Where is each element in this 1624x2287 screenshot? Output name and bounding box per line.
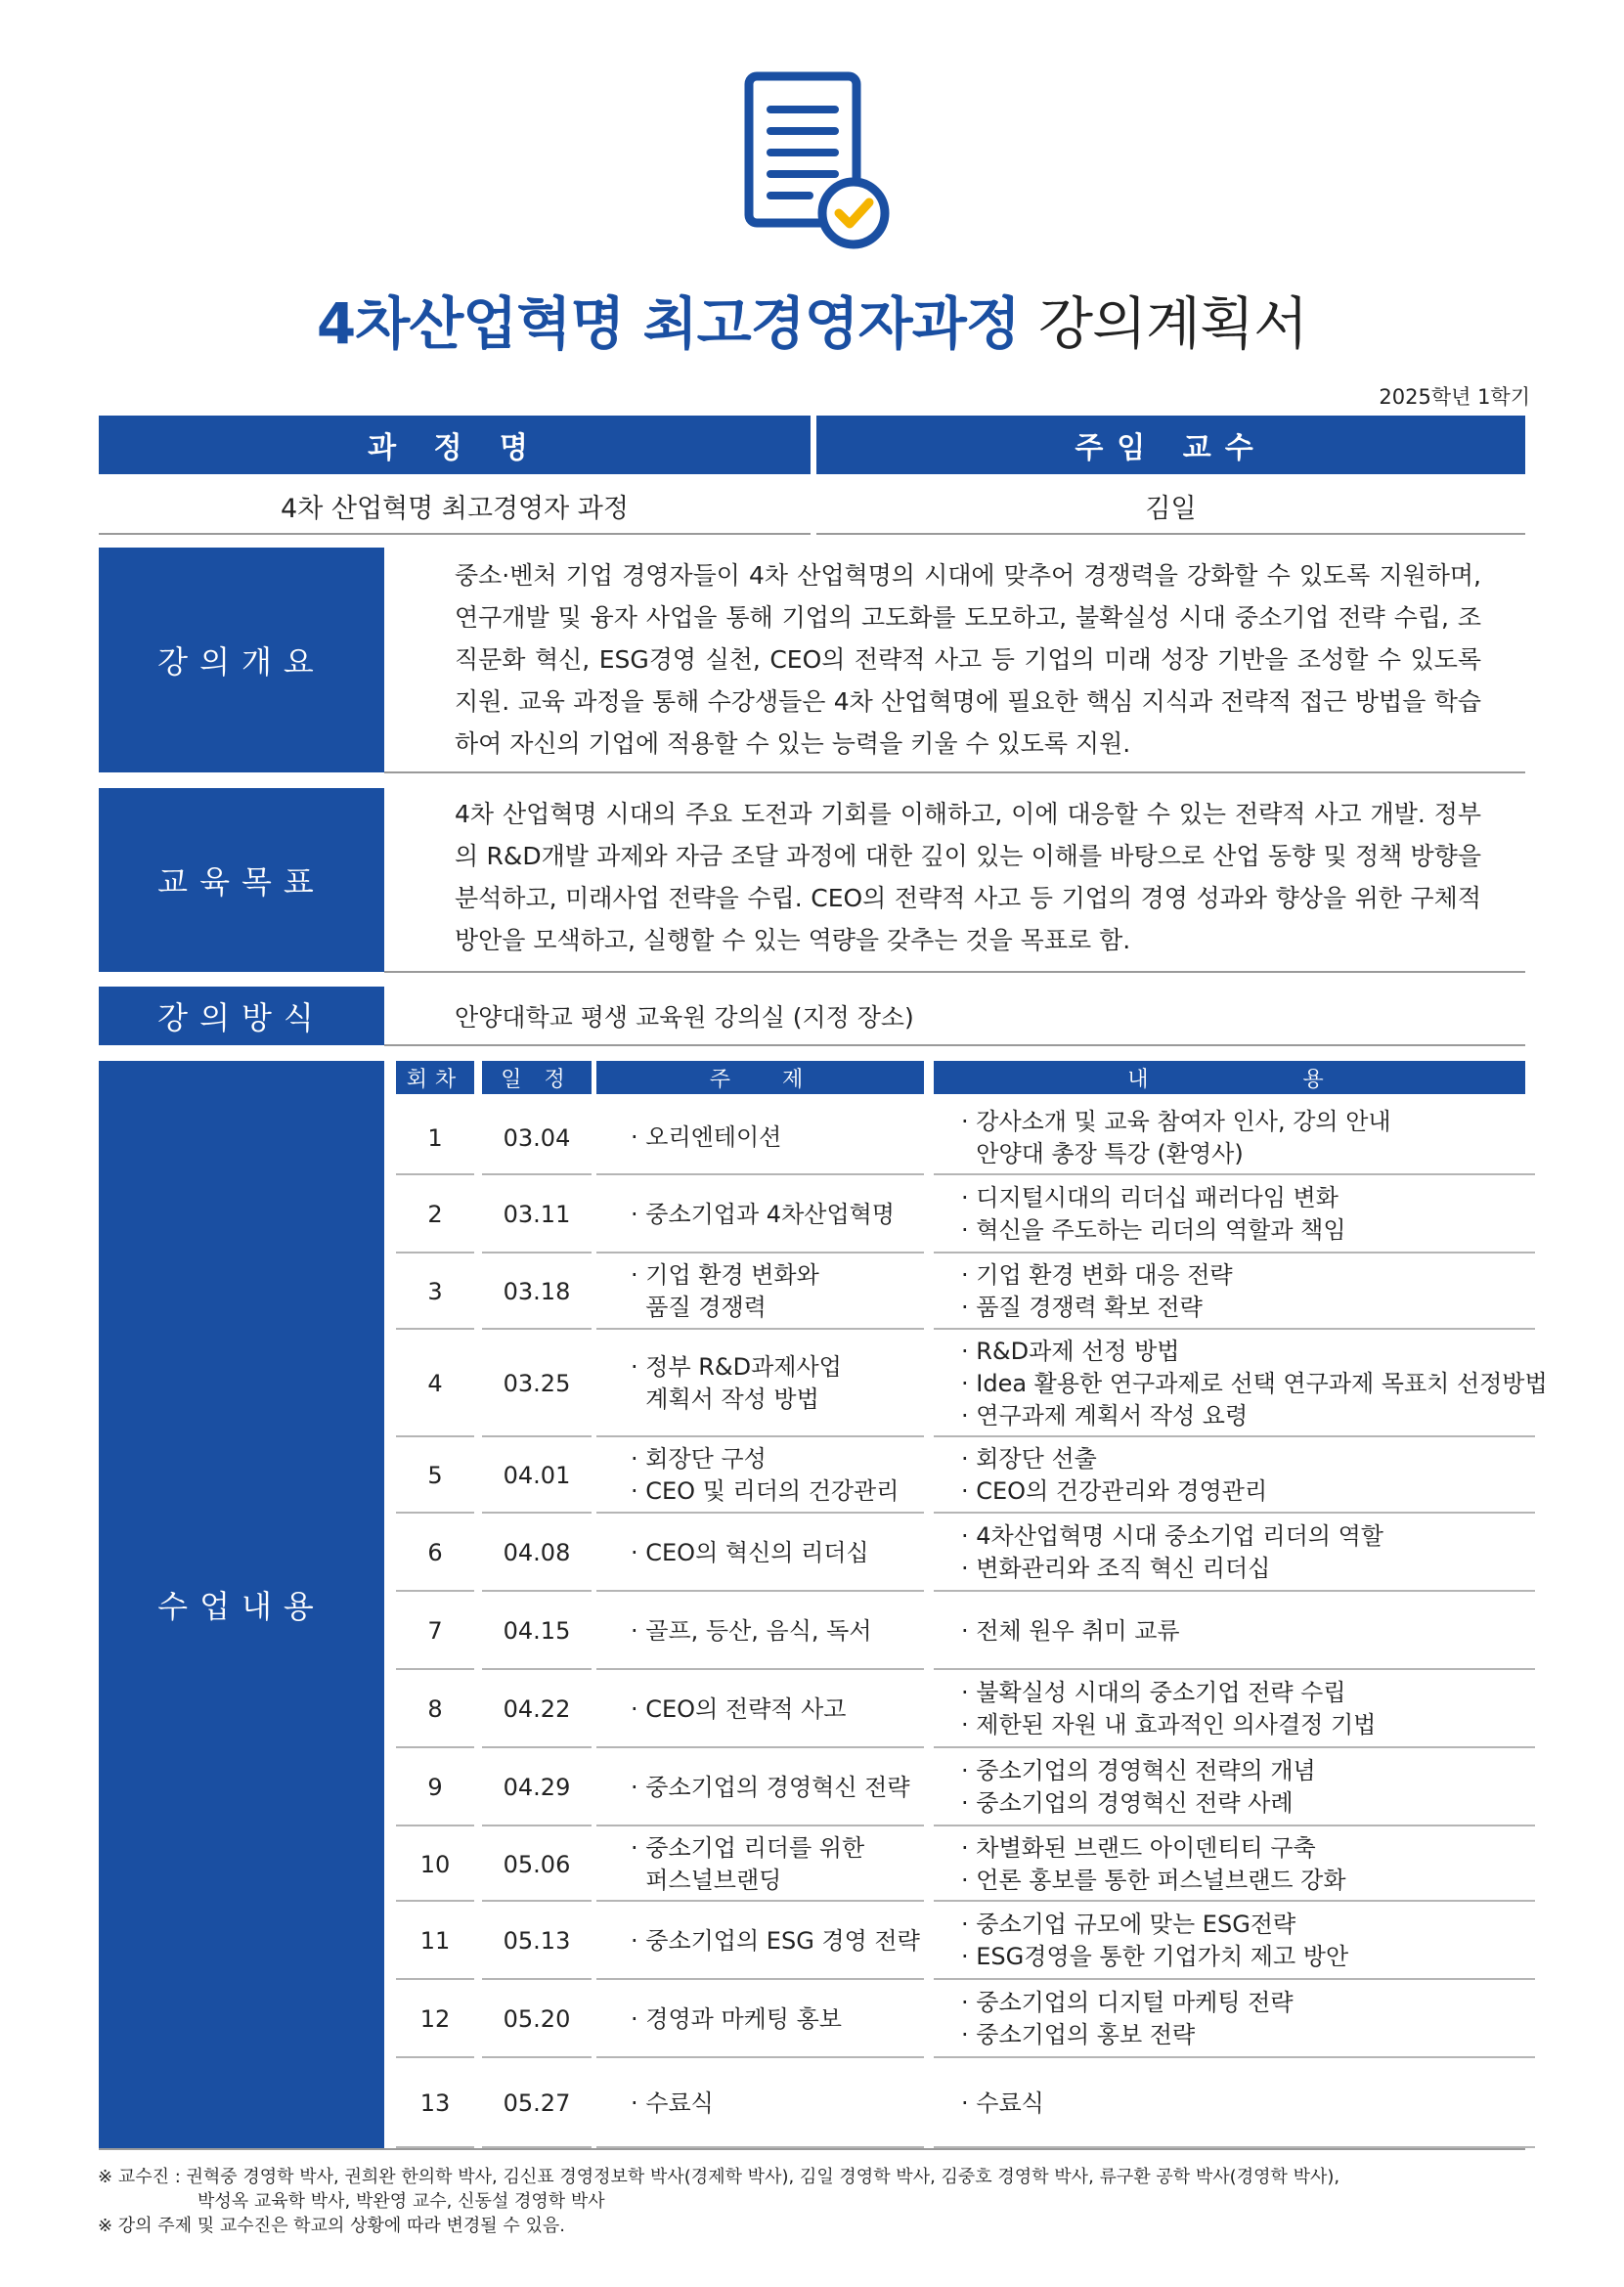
topic-line: · 회장단 구성 bbox=[631, 1445, 767, 1473]
content-line: · 수료식 bbox=[961, 2089, 1044, 2117]
content-line: · ESG경영을 통한 기업가치 제고 방안 bbox=[961, 1943, 1349, 1970]
topic-line: · 중소기업 리더를 위한 bbox=[631, 1833, 865, 1862]
row-number: 8 bbox=[427, 1695, 443, 1723]
table-row bbox=[396, 1826, 1535, 1902]
course-name-header: 과 정 명 bbox=[99, 416, 811, 474]
row-date: 04.15 bbox=[503, 1617, 571, 1645]
row-topic bbox=[631, 1514, 924, 1592]
col-header-topic: 주 제 bbox=[596, 1061, 924, 1094]
content-line: · 차별화된 브랜드 아이덴티티 구축 bbox=[961, 1833, 1316, 1862]
row-date: 05.27 bbox=[503, 2089, 571, 2117]
goals-text: 4차 산업혁명 시대의 주요 도전과 기회를 이해하고, 이에 대응할 수 있는 전략적 사고 개발. 정부의 R&D개발 과제와 자금 조달 과정에 대한 깊이 있는 이해를 바탕으로 산업 동향 및 정책 방향을 분석하고, 미래사업 전략을 수립. CEO의 전략적 사고 등 기업의 경영 성과와 향상을 위한 구체적 방안을 모색하고, 실행할 수 있는 역량을 갖추는 것을 목표로 함. bbox=[455, 800, 1481, 954]
row-topic bbox=[631, 1175, 924, 1253]
row-content bbox=[961, 1175, 1548, 1253]
row-topic bbox=[631, 1670, 924, 1748]
row-date: 05.13 bbox=[503, 1927, 571, 1955]
document-check-icon bbox=[741, 68, 898, 254]
row-number: 11 bbox=[419, 1927, 451, 1955]
row-content bbox=[961, 1437, 1548, 1514]
divider bbox=[384, 771, 1525, 773]
semester-label: 2025학년 1학기 bbox=[1379, 385, 1530, 409]
content-line: · 언론 홍보를 통한 퍼스널브랜드 강화 bbox=[961, 1866, 1346, 1894]
content-line: · 혁신을 주도하는 리더의 역할과 책임 bbox=[961, 1216, 1346, 1244]
content-line: · 품질 경쟁력 확보 전략 bbox=[961, 1294, 1203, 1321]
title-rest: 강의계획서 bbox=[1037, 290, 1308, 357]
content-line: · 중소기업의 디지털 마케팅 전략 bbox=[961, 1989, 1294, 2016]
schedule-label: 수업내용 bbox=[99, 1061, 384, 2148]
content-line: · 제한된 자원 내 효과적인 의사결정 기법 bbox=[961, 1711, 1377, 1738]
content-line: · 중소기업 규모에 맞는 ESG전략 bbox=[961, 1911, 1296, 1938]
row-content bbox=[961, 1592, 1548, 1670]
topic-line: · 오리엔테이션 bbox=[631, 1123, 782, 1151]
col-header-content: 내 용 bbox=[934, 1061, 1525, 1094]
topic-line: · CEO의 전략적 사고 bbox=[631, 1694, 847, 1723]
row-content bbox=[961, 2058, 1548, 2148]
col-header-date: 일 정 bbox=[482, 1061, 592, 1094]
topic-line: 계획서 작성 방법 bbox=[631, 1385, 819, 1413]
row-topic bbox=[631, 1592, 924, 1670]
row-date: 04.22 bbox=[503, 1695, 571, 1723]
row-number: 13 bbox=[419, 2089, 451, 2117]
topic-line: 퍼스널브랜딩 bbox=[631, 1866, 782, 1894]
course-name-value: 4차 산업혁명 최고경영자 과정 bbox=[281, 493, 629, 524]
faculty-note-line1: ※ 교수진 : 권혁중 경영학 박사, 권희완 한의학 박사, 김신표 경영정보학 박사(경제학 박사), 김일 경영학 박사, 김중호 경영학 박사, 류구환 공학 박사(경영학 박사), bbox=[98, 2167, 1340, 2187]
row-topic bbox=[631, 1902, 924, 1980]
change-notice: ※ 강의 주제 및 교수진은 학교의 상황에 따라 변경될 수 있음. bbox=[98, 2216, 565, 2236]
content-line: · 연구과제 계획서 작성 요령 bbox=[961, 1401, 1249, 1429]
row-content bbox=[961, 1670, 1548, 1748]
topic-line: 품질 경쟁력 bbox=[631, 1294, 767, 1321]
row-topic bbox=[631, 1330, 924, 1437]
content-line: · 중소기업의 경영혁신 전략 사례 bbox=[961, 1789, 1294, 1817]
row-content bbox=[961, 1100, 1548, 1175]
row-topic bbox=[631, 1980, 924, 2058]
row-content bbox=[961, 1253, 1548, 1330]
method-label: 강의방식 bbox=[99, 987, 384, 1045]
row-topic bbox=[631, 1253, 924, 1330]
content-line: · Idea 활용한 연구과제로 선택 연구과제 목표치 선정방법 bbox=[961, 1369, 1548, 1397]
method-text: 안양대학교 평생 교육원 강의실 (지정 장소) bbox=[455, 1003, 914, 1032]
row-date: 05.20 bbox=[503, 2005, 571, 2033]
table-row bbox=[396, 1100, 1535, 1175]
row-topic bbox=[631, 2058, 924, 2148]
content-line: · 강사소개 및 교육 참여자 인사, 강의 안내 bbox=[961, 1107, 1391, 1135]
row-date: 03.04 bbox=[503, 1123, 571, 1152]
row-date: 03.25 bbox=[503, 1370, 571, 1397]
row-content bbox=[961, 1902, 1548, 1980]
table-row bbox=[396, 1748, 1535, 1826]
professor-value: 김일 bbox=[1145, 493, 1197, 524]
content-line: · 중소기업의 홍보 전략 bbox=[961, 2021, 1196, 2048]
table-row bbox=[396, 2058, 1535, 2148]
row-number: 12 bbox=[419, 2005, 451, 2033]
topic-line: · 정부 R&D과제사업 bbox=[631, 1353, 842, 1381]
row-number: 6 bbox=[427, 1539, 443, 1566]
topic-line: · 중소기업의 경영혁신 전략 bbox=[631, 1773, 910, 1801]
col-header-no: 회차 bbox=[396, 1061, 474, 1094]
content-line: · 전체 원우 취미 교류 bbox=[961, 1616, 1180, 1645]
topic-line: · CEO 및 리더의 건강관리 bbox=[631, 1477, 900, 1505]
row-content bbox=[961, 1748, 1548, 1826]
table-row bbox=[396, 1514, 1535, 1592]
table-row bbox=[396, 1670, 1535, 1748]
row-number: 4 bbox=[427, 1370, 443, 1397]
content-line: · 변화관리와 조직 혁신 리더십 bbox=[961, 1555, 1271, 1582]
row-number: 1 bbox=[427, 1123, 443, 1152]
content-line: · 4차산업혁명 시대 중소기업 리더의 역할 bbox=[961, 1522, 1383, 1550]
content-line: · 중소기업의 경영혁신 전략의 개념 bbox=[961, 1757, 1316, 1784]
topic-line: · 중소기업의 ESG 경영 전략 bbox=[631, 1926, 920, 1955]
topic-line: · 골프, 등산, 음식, 독서 bbox=[631, 1616, 872, 1645]
row-number: 2 bbox=[427, 1201, 443, 1228]
row-topic bbox=[631, 1100, 924, 1175]
overview-text: 중소·벤처 기업 경영자들이 4차 산업혁명의 시대에 맞추어 경쟁력을 강화할 수 있도록 지원하며, 연구개발 및 융자 사업을 통해 기업의 고도화를 도모하고, 불확실성 시대 중소기업 전략 수립, 조직문화 혁신, ESG경영 실천, CEO의 전략적 사고 등 기업의 미래 성장 기반을 조성할 수 있도록 지원. 교육 과정을 통해 수강생들은 4차 산업혁명에 필요한 핵심 지식과 전략적 접근 방법을 학습하여 자신의 기업에 적용할 수 있는 능력을 키울 수 있도록 지원. bbox=[455, 561, 1481, 758]
topic-line: · 경영과 마케팅 홍보 bbox=[631, 2004, 842, 2033]
content-line: · R&D과제 선정 방법 bbox=[961, 1337, 1180, 1365]
faculty-note-line2: 박성옥 교육학 박사, 박완영 교수, 신동설 경영학 박사 bbox=[198, 2191, 605, 2212]
row-date: 05.06 bbox=[503, 1850, 571, 1878]
row-topic bbox=[631, 1748, 924, 1826]
divider bbox=[99, 2148, 1525, 2150]
row-content bbox=[961, 1514, 1548, 1592]
content-line: · 회장단 선출 bbox=[961, 1445, 1097, 1473]
divider bbox=[384, 971, 1525, 973]
row-topic bbox=[631, 1437, 924, 1514]
row-topic bbox=[631, 1826, 924, 1902]
overview-label: 강의개요 bbox=[99, 548, 384, 772]
content-line: · 기업 환경 변화 대응 전략 bbox=[961, 1261, 1233, 1289]
table-row bbox=[396, 1253, 1535, 1330]
row-date: 03.18 bbox=[503, 1278, 571, 1305]
title-highlight: 4차산업혁명 최고경영자과정 bbox=[316, 290, 1020, 357]
content-line: · 불확실성 시대의 중소기업 전략 수립 bbox=[961, 1679, 1346, 1706]
table-row bbox=[396, 1592, 1535, 1670]
row-content bbox=[961, 1980, 1548, 2058]
row-number: 5 bbox=[427, 1462, 443, 1489]
table-row bbox=[396, 1175, 1535, 1253]
row-date: 04.01 bbox=[503, 1462, 571, 1489]
row-number: 7 bbox=[427, 1617, 443, 1645]
content-line: · CEO의 건강관리와 경영관리 bbox=[961, 1477, 1268, 1505]
row-number: 3 bbox=[427, 1278, 443, 1305]
table-row bbox=[396, 1437, 1535, 1514]
topic-line: · CEO의 혁신의 리더십 bbox=[631, 1538, 869, 1566]
goals-label: 교육목표 bbox=[99, 788, 384, 972]
row-date: 04.08 bbox=[503, 1539, 571, 1566]
row-content bbox=[961, 1826, 1548, 1902]
row-date: 04.29 bbox=[503, 1774, 571, 1801]
professor-header: 주임 교수 bbox=[816, 416, 1525, 474]
row-number: 10 bbox=[419, 1850, 451, 1878]
content-line: 안양대 총장 특강 (환영사) bbox=[961, 1139, 1244, 1167]
divider bbox=[816, 533, 1525, 535]
topic-line: · 중소기업과 4차산업혁명 bbox=[631, 1200, 895, 1228]
divider bbox=[384, 1044, 1525, 1046]
table-row bbox=[396, 1902, 1535, 1980]
table-row bbox=[396, 1980, 1535, 2058]
topic-line: · 수료식 bbox=[631, 2089, 714, 2117]
row-date: 03.11 bbox=[503, 1201, 571, 1228]
content-line: · 디지털시대의 리더십 패러다임 변화 bbox=[961, 1184, 1339, 1211]
table-row bbox=[396, 1330, 1548, 1437]
page-title bbox=[0, 278, 1624, 360]
row-number: 9 bbox=[427, 1774, 443, 1801]
topic-line: · 기업 환경 변화와 bbox=[631, 1261, 819, 1289]
divider bbox=[99, 533, 811, 535]
row-content bbox=[961, 1330, 1548, 1437]
